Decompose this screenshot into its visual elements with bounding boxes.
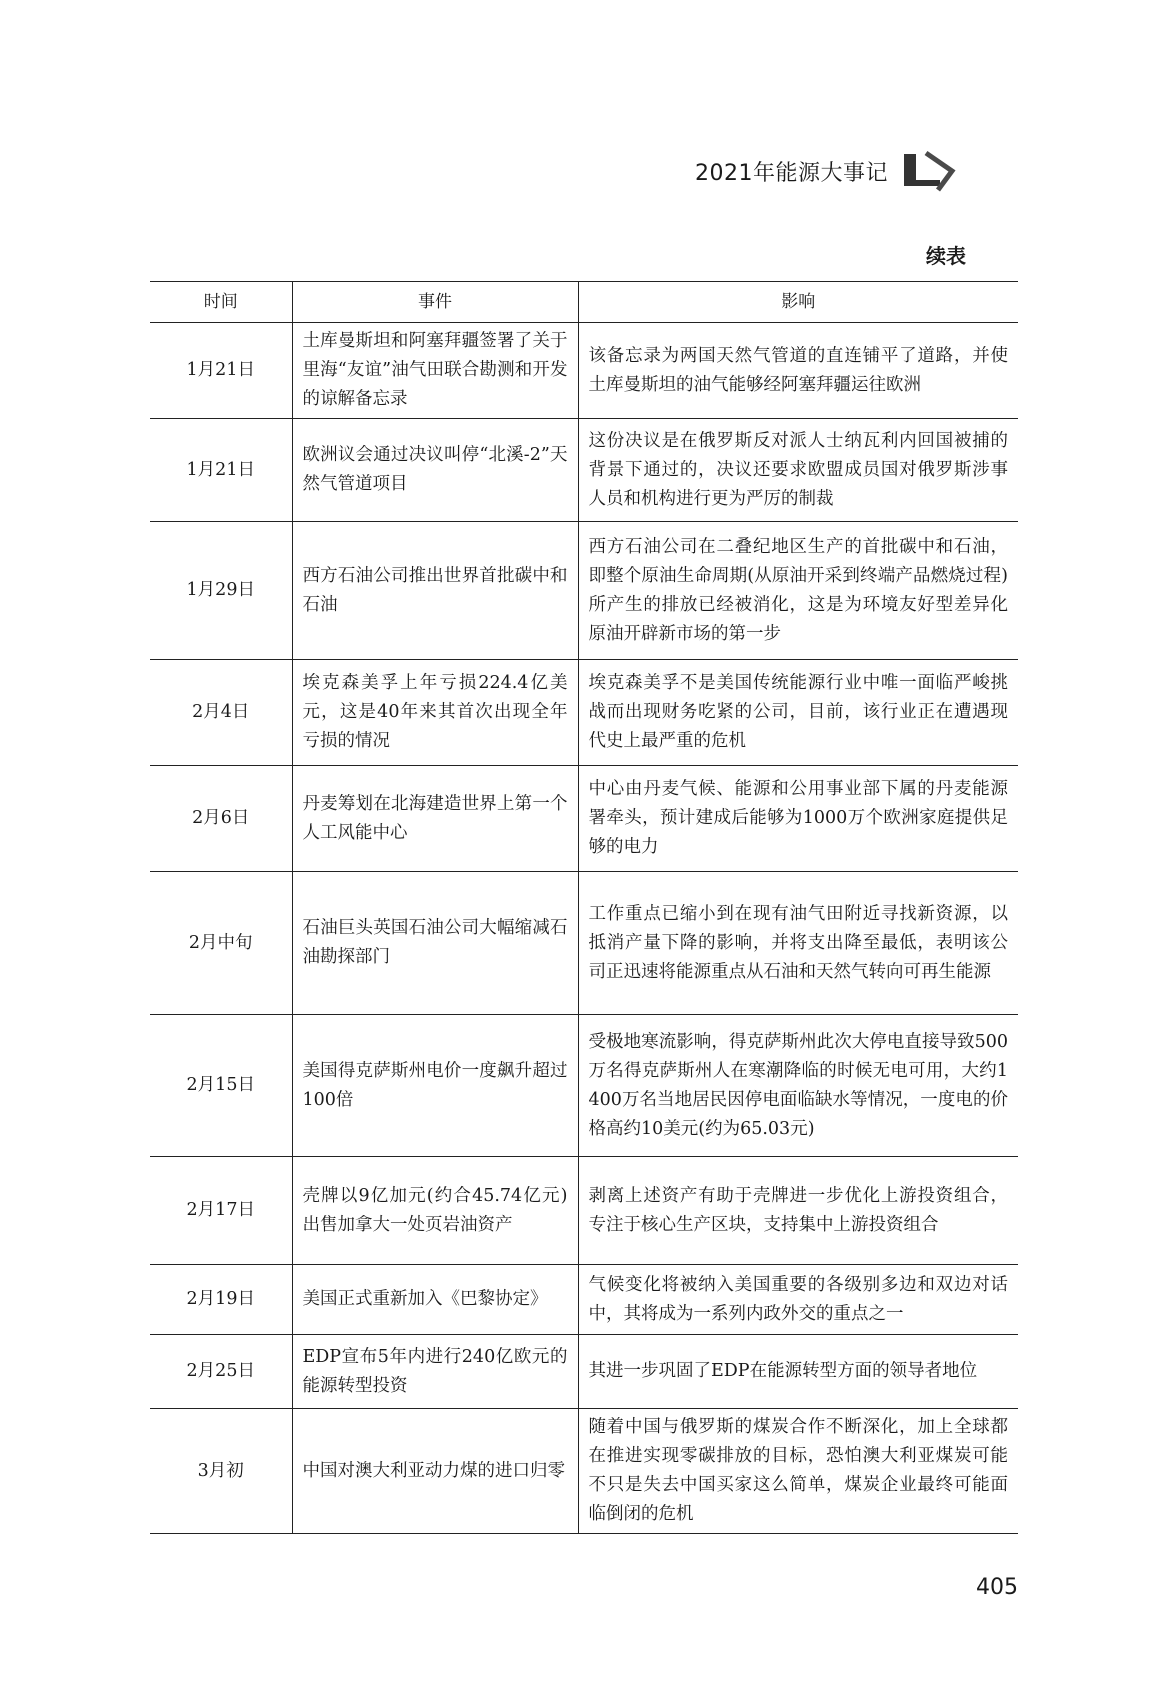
- event-cell: 美国得克萨斯州电价一度飙升超过100倍: [292, 1015, 578, 1157]
- date-cell: 3月初: [150, 1409, 292, 1534]
- event-cell: 壳牌以9亿加元(约合45.74亿元)出售加拿大一处页岩油资产: [292, 1157, 578, 1265]
- date-cell: 2月19日: [150, 1265, 292, 1335]
- event-cell: 土库曼斯坦和阿塞拜疆签署了关于里海“友谊”油气田联合勘测和开发的谅解备忘录: [292, 323, 578, 419]
- event-cell: 丹麦筹划在北海建造世界上第一个人工风能中心: [292, 766, 578, 872]
- event-cell: 美国正式重新加入《巴黎协定》: [292, 1265, 578, 1335]
- date-cell: 2月4日: [150, 660, 292, 766]
- impact-cell: 剥离上述资产有助于壳牌进一步优化上游投资组合，专注于核心生产区块，支持集中上游投资组合: [578, 1157, 1018, 1265]
- table-row: [150, 522, 1018, 660]
- event-cell: 欧洲议会通过决议叫停“北溪-2”天然气管道项目: [292, 419, 578, 522]
- table-row: [150, 419, 1018, 522]
- impact-cell: 受极地寒流影响，得克萨斯州此次大停电直接导致500万名得克萨斯州人在寒潮降临的时候无电可用，大约1400万名当地居民因停电面临缺水等情况，一度电的价格高约10美元(约为65.03元): [578, 1015, 1018, 1157]
- date-cell: 2月25日: [150, 1335, 292, 1409]
- event-cell: 埃克森美孚上年亏损224.4亿美元，这是40年来其首次出现全年亏损的情况: [292, 660, 578, 766]
- impact-cell: 工作重点已缩小到在现有油气田附近寻找新资源，以抵消产量下降的影响，并将支出降至最低，表明该公司正迅速将能源重点从石油和天然气转向可再生能源: [578, 872, 1018, 1015]
- date-cell: 2月15日: [150, 1015, 292, 1157]
- impact-cell: 中心由丹麦气候、能源和公用事业部下属的丹麦能源署牵头，预计建成后能够为1000万个欧洲家庭提供足够的电力: [578, 766, 1018, 872]
- events-table: [150, 281, 1018, 1534]
- date-cell: 2月中旬: [150, 872, 292, 1015]
- event-cell: EDP宣布5年内进行240亿欧元的能源转型投资: [292, 1335, 578, 1409]
- impact-cell: 该备忘录为两国天然气管道的直连铺平了道路，并使土库曼斯坦的油气能够经阿塞拜疆运往欧洲: [578, 323, 1018, 419]
- table-row: [150, 766, 1018, 872]
- continued-label: 续表: [926, 244, 966, 268]
- date-cell: 2月6日: [150, 766, 292, 872]
- table-row: [150, 1157, 1018, 1265]
- date-cell: 1月21日: [150, 323, 292, 419]
- impact-cell: 其进一步巩固了EDP在能源转型方面的领导者地位: [578, 1335, 1018, 1409]
- date-cell: 2月17日: [150, 1157, 292, 1265]
- event-cell: 西方石油公司推出世界首批碳中和石油: [292, 522, 578, 660]
- column-header-date: 时间: [150, 282, 292, 323]
- table-row: [150, 872, 1018, 1015]
- running-head-title: 2021年能源大事记: [695, 161, 888, 186]
- table-header-row: [150, 282, 1018, 323]
- impact-cell: 气候变化将被纳入美国重要的各级别多边和双边对话中，其将成为一系列内政外交的重点之一: [578, 1265, 1018, 1335]
- impact-cell: 这份决议是在俄罗斯反对派人士纳瓦利内回国被捕的背景下通过的，决议还要求欧盟成员国对俄罗斯涉事人员和机构进行更为严厉的制裁: [578, 419, 1018, 522]
- date-cell: 1月21日: [150, 419, 292, 522]
- event-cell: 中国对澳大利亚动力煤的进口归零: [292, 1409, 578, 1534]
- table-row: [150, 323, 1018, 419]
- column-header-event: 事件: [292, 282, 578, 323]
- event-cell: 石油巨头英国石油公司大幅缩减石油勘探部门: [292, 872, 578, 1015]
- impact-cell: 随着中国与俄罗斯的煤炭合作不断深化，加上全球都在推进实现零碳排放的目标，恐怕澳大利亚煤炭可能不只是失去中国买家这么简单，煤炭企业最终可能面临倒闭的危机: [578, 1409, 1018, 1534]
- impact-cell: 西方石油公司在二叠纪地区生产的首批碳中和石油，即整个原油生命周期(从原油开采到终端产品燃烧过程)所产生的排放已经被消化，这是为环境友好型差异化原油开辟新市场的第一步: [578, 522, 1018, 660]
- table-row: [150, 1015, 1018, 1157]
- table-row: [150, 1409, 1018, 1534]
- table-row: [150, 660, 1018, 766]
- column-header-impact: 影响: [578, 282, 1018, 323]
- chapter-arrow-icon: [902, 150, 960, 192]
- date-cell: 1月29日: [150, 522, 292, 660]
- page-number: 405: [976, 1575, 1018, 1600]
- table-row: [150, 1265, 1018, 1335]
- running-head: [640, 150, 960, 190]
- impact-cell: 埃克森美孚不是美国传统能源行业中唯一面临严峻挑战而出现财务吃紧的公司，目前，该行业正在遭遇现代史上最严重的危机: [578, 660, 1018, 766]
- table-row: [150, 1335, 1018, 1409]
